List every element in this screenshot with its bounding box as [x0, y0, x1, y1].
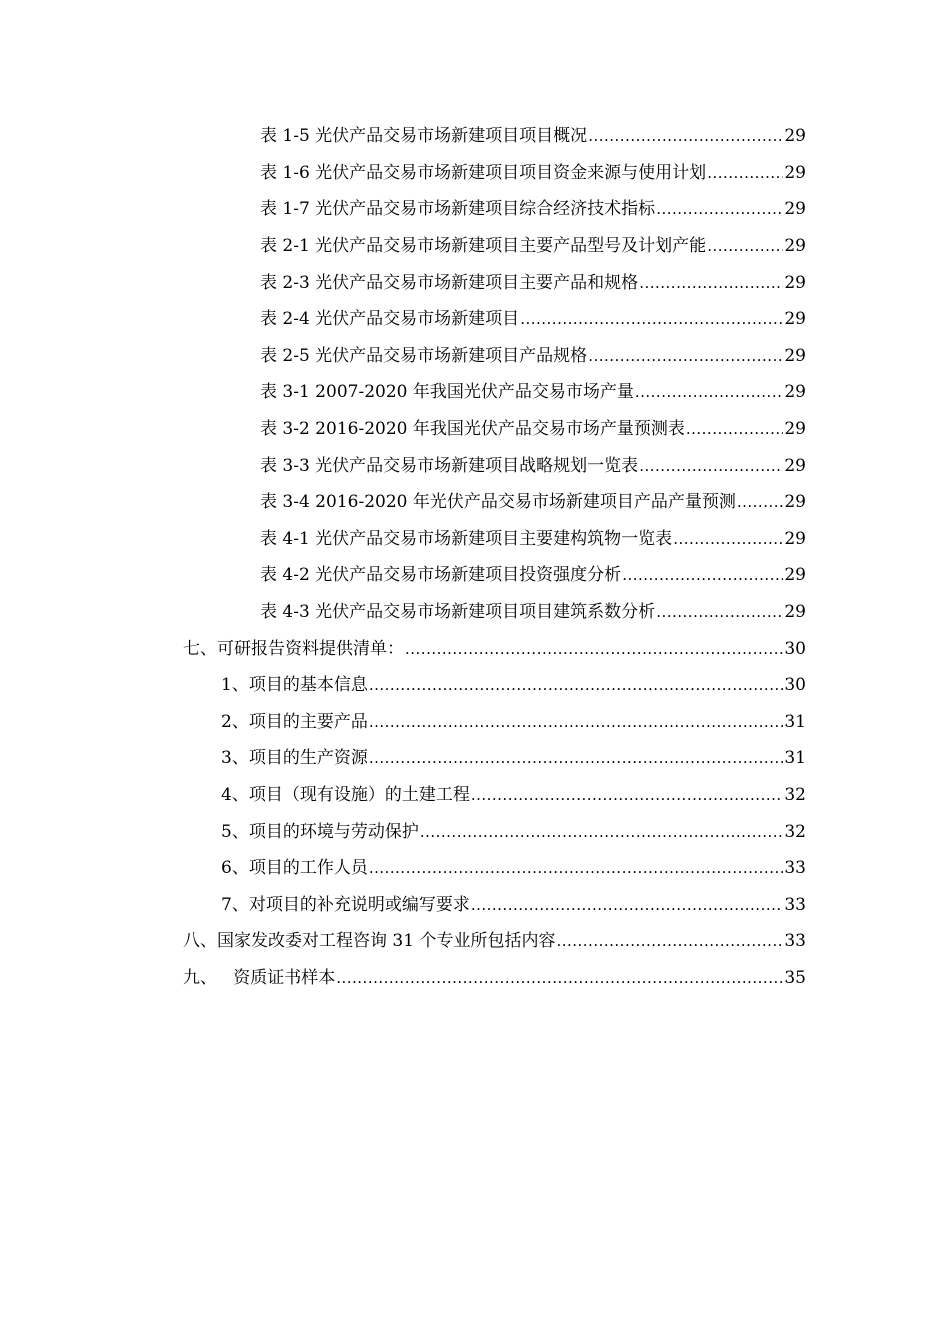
toc-entry-title: 4、项目（现有设施）的土建工程	[221, 784, 470, 805]
toc-entry-table-3-1[interactable]	[0, 374, 950, 411]
toc-entry-title: 表 2-3 光伏产品交易市场新建项目主要产品和规格	[260, 272, 639, 293]
toc-entry-table-2-5[interactable]	[0, 338, 950, 375]
toc-entry-page: 29	[784, 528, 806, 549]
toc-entry-section-9[interactable]	[0, 960, 950, 997]
toc-entry-title: 八、国家发改委对工程咨询 31 个专业所包括内容	[183, 931, 556, 952]
toc-entry-7-5[interactable]	[0, 813, 950, 850]
toc-leader-dots	[369, 711, 784, 733]
toc-entry-page: 32	[784, 784, 806, 805]
toc-entry-page: 32	[784, 821, 806, 842]
toc-entry-page: 29	[784, 565, 806, 586]
toc-leader-dots	[656, 198, 783, 220]
toc-entry-title: 九、 资质证书样本	[183, 967, 336, 988]
table-of-contents	[0, 118, 950, 996]
toc-entry-table-3-2[interactable]	[0, 411, 950, 448]
toc-leader-dots	[556, 930, 783, 952]
toc-entry-page: 29	[784, 419, 806, 440]
toc-entry-title: 七、可研报告资料提供清单：	[183, 638, 404, 659]
toc-entry-title: 表 3-3 光伏产品交易市场新建项目战略规划一览表	[260, 455, 639, 476]
toc-leader-dots	[635, 381, 784, 403]
toc-entry-title: 表 2-5 光伏产品交易市场新建项目产品规格	[260, 345, 588, 366]
toc-entry-page: 35	[784, 967, 806, 988]
toc-entry-title: 表 3-2 2016-2020 年我国光伏产品交易市场产量预测表	[260, 419, 685, 440]
toc-leader-dots	[471, 784, 784, 806]
toc-leader-dots	[471, 894, 784, 916]
toc-entry-table-1-5[interactable]	[0, 118, 950, 155]
toc-entry-table-2-4[interactable]	[0, 301, 950, 338]
toc-entry-page: 29	[784, 272, 806, 293]
toc-leader-dots	[369, 674, 784, 696]
toc-leader-dots	[622, 564, 783, 586]
toc-entry-page: 29	[784, 345, 806, 366]
toc-leader-dots	[673, 528, 783, 550]
toc-entry-table-4-2[interactable]	[0, 557, 950, 594]
toc-entry-page: 31	[784, 711, 806, 732]
toc-entry-table-4-1[interactable]	[0, 521, 950, 558]
toc-leader-dots	[639, 455, 783, 477]
toc-entry-7-3[interactable]	[0, 740, 950, 777]
toc-entry-table-2-1[interactable]	[0, 228, 950, 265]
toc-leader-dots	[369, 747, 784, 769]
toc-leader-dots	[336, 967, 783, 989]
toc-entry-title: 表 3-4 2016-2020 年光伏产品交易市场新建项目产品产量预测	[260, 492, 736, 513]
toc-entry-page: 29	[784, 199, 806, 220]
toc-entry-page: 29	[784, 236, 806, 257]
toc-entry-title: 表 1-7 光伏产品交易市场新建项目综合经济技术指标	[260, 199, 656, 220]
toc-entry-table-1-7[interactable]	[0, 191, 950, 228]
toc-entry-title: 表 1-5 光伏产品交易市场新建项目项目概况	[260, 126, 588, 147]
toc-entry-section-7[interactable]	[0, 630, 950, 667]
toc-leader-dots	[405, 638, 783, 660]
toc-entry-title: 7、对项目的补充说明或编写要求	[221, 894, 470, 915]
toc-entry-page: 29	[784, 126, 806, 147]
toc-leader-dots	[707, 162, 783, 184]
toc-entry-table-3-4[interactable]	[0, 484, 950, 521]
toc-entry-table-4-3[interactable]	[0, 594, 950, 631]
toc-leader-dots	[639, 272, 783, 294]
toc-leader-dots	[707, 235, 783, 257]
toc-entry-title: 表 4-3 光伏产品交易市场新建项目项目建筑系数分析	[260, 602, 656, 623]
toc-entry-title: 6、项目的工作人员	[221, 858, 368, 879]
toc-entry-page: 33	[784, 858, 806, 879]
toc-entry-page: 30	[784, 675, 806, 696]
toc-entry-page: 29	[784, 492, 806, 513]
toc-leader-dots	[588, 345, 783, 367]
toc-leader-dots	[686, 418, 784, 440]
toc-entry-table-3-3[interactable]	[0, 447, 950, 484]
toc-entry-page: 29	[784, 309, 806, 330]
toc-entry-page: 29	[784, 382, 806, 403]
toc-entry-page: 29	[784, 162, 806, 183]
toc-entry-7-1[interactable]	[0, 667, 950, 704]
toc-entry-page: 31	[784, 748, 806, 769]
toc-entry-page: 33	[784, 931, 806, 952]
toc-entry-table-2-3[interactable]	[0, 264, 950, 301]
toc-leader-dots	[369, 857, 784, 879]
toc-entry-page: 29	[784, 602, 806, 623]
toc-entry-title: 表 4-2 光伏产品交易市场新建项目投资强度分析	[260, 565, 622, 586]
toc-entry-page: 29	[784, 455, 806, 476]
toc-entry-title: 1、项目的基本信息	[221, 675, 368, 696]
toc-leader-dots	[420, 821, 784, 843]
toc-entry-page: 33	[784, 894, 806, 915]
toc-leader-dots	[588, 125, 783, 147]
toc-entry-title: 5、项目的环境与劳动保护	[221, 821, 419, 842]
toc-entry-title: 表 4-1 光伏产品交易市场新建项目主要建构筑物一览表	[260, 528, 673, 549]
toc-entry-7-6[interactable]	[0, 850, 950, 887]
toc-entry-title: 表 2-1 光伏产品交易市场新建项目主要产品型号及计划产能	[260, 236, 707, 257]
toc-leader-dots	[520, 308, 783, 330]
toc-entry-page: 30	[784, 638, 806, 659]
toc-leader-dots	[656, 601, 783, 623]
toc-entry-section-8[interactable]	[0, 923, 950, 960]
toc-entry-title: 2、项目的主要产品	[221, 711, 368, 732]
toc-entry-7-4[interactable]	[0, 777, 950, 814]
toc-entry-title: 表 3-1 2007-2020 年我国光伏产品交易市场产量	[260, 382, 634, 403]
toc-entry-title: 3、项目的生产资源	[221, 748, 368, 769]
toc-entry-7-7[interactable]	[0, 886, 950, 923]
toc-entry-title: 表 2-4 光伏产品交易市场新建项目	[260, 309, 520, 330]
toc-entry-title: 表 1-6 光伏产品交易市场新建项目项目资金来源与使用计划	[260, 162, 707, 183]
toc-leader-dots	[737, 491, 784, 513]
toc-entry-7-2[interactable]	[0, 704, 950, 741]
toc-entry-table-1-6[interactable]	[0, 155, 950, 192]
